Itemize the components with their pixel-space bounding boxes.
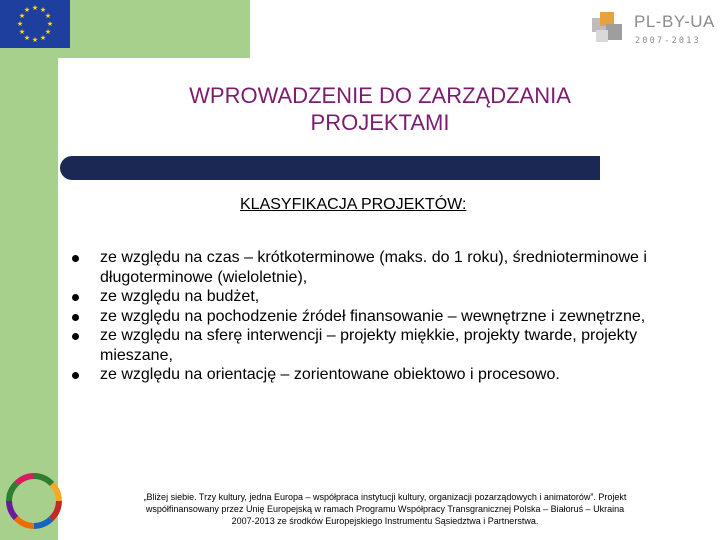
svg-text:★: ★	[39, 6, 47, 14]
svg-text:★: ★	[23, 6, 31, 14]
svg-text:★: ★	[39, 34, 47, 42]
programme-logo-years: 2007-2013	[635, 36, 701, 46]
section-subtitle: KLASYFIKACJA PROJEKTÓW:	[240, 196, 467, 213]
list-item-text: ze względu na czas – krótkoterminowe (maks. do 1 roku), średnioterminowe i długoterminowe (wieloletnie),	[100, 249, 647, 286]
svg-text:★: ★	[18, 12, 26, 20]
footer-line2: współfinansowany przez Unię Europejską w ramach Programu Współpracy Transgranicznej Polska – Białoruś – Ukraina	[145, 504, 625, 514]
svg-text:★: ★	[31, 4, 39, 12]
list-item	[72, 287, 712, 307]
left-green-band	[0, 0, 58, 540]
project-ring-logo-icon	[3, 470, 65, 532]
bullet-icon	[72, 255, 79, 262]
svg-text:★: ★	[31, 36, 39, 44]
svg-text:★: ★	[46, 20, 54, 28]
programme-squares-icon	[590, 8, 630, 48]
eu-stars-icon	[0, 0, 70, 48]
project-footer	[85, 491, 685, 527]
slide-title-line1: WPROWADZENIE DO ZARZĄDZANIA	[189, 83, 571, 108]
list-item-text: ze względu na sferę interwencji – projekty miękkie, projekty twarde, projekty mieszane,	[100, 327, 638, 364]
list-item	[72, 365, 712, 385]
programme-logo	[590, 6, 718, 54]
svg-text:★: ★	[23, 34, 31, 42]
bullet-icon	[72, 294, 79, 301]
list-item	[72, 248, 712, 287]
svg-text:★: ★	[44, 28, 52, 36]
footer-line3: 2007-2013 ze środków Europejskiego Instrumentu Sąsiedztwa i Partnerstwa.	[231, 516, 539, 526]
eu-flag-icon	[0, 0, 70, 48]
footer-line1: „Bliżej siebie. Trzy kultury, jedna Europa – współpraca instytucji kultury, organizacji pozarządowych i animatorów”. Projekt	[143, 492, 627, 502]
slide-title	[100, 82, 660, 136]
bullet-icon	[72, 372, 79, 379]
slide-title-line2: PROJEKTAMI	[310, 110, 450, 135]
bullet-icon	[72, 314, 79, 321]
list-item-text: ze względu na budżet,	[100, 288, 260, 305]
list-item-text: ze względu na orientację – zorientowane obiektowo i procesowo.	[100, 366, 560, 383]
svg-text:★: ★	[16, 20, 24, 28]
programme-logo-name: PL-BY-UA	[634, 12, 715, 31]
list-item	[72, 307, 712, 327]
classification-list	[72, 248, 712, 385]
title-divider-bar	[60, 156, 600, 180]
list-item-text: ze względu na pochodzenie źródeł finansowanie – wewnętrzne i zewnętrzne,	[100, 307, 646, 325]
svg-text:★: ★	[18, 28, 26, 36]
list-item	[72, 326, 712, 365]
svg-text:★: ★	[44, 12, 52, 20]
bullet-icon	[72, 333, 79, 340]
